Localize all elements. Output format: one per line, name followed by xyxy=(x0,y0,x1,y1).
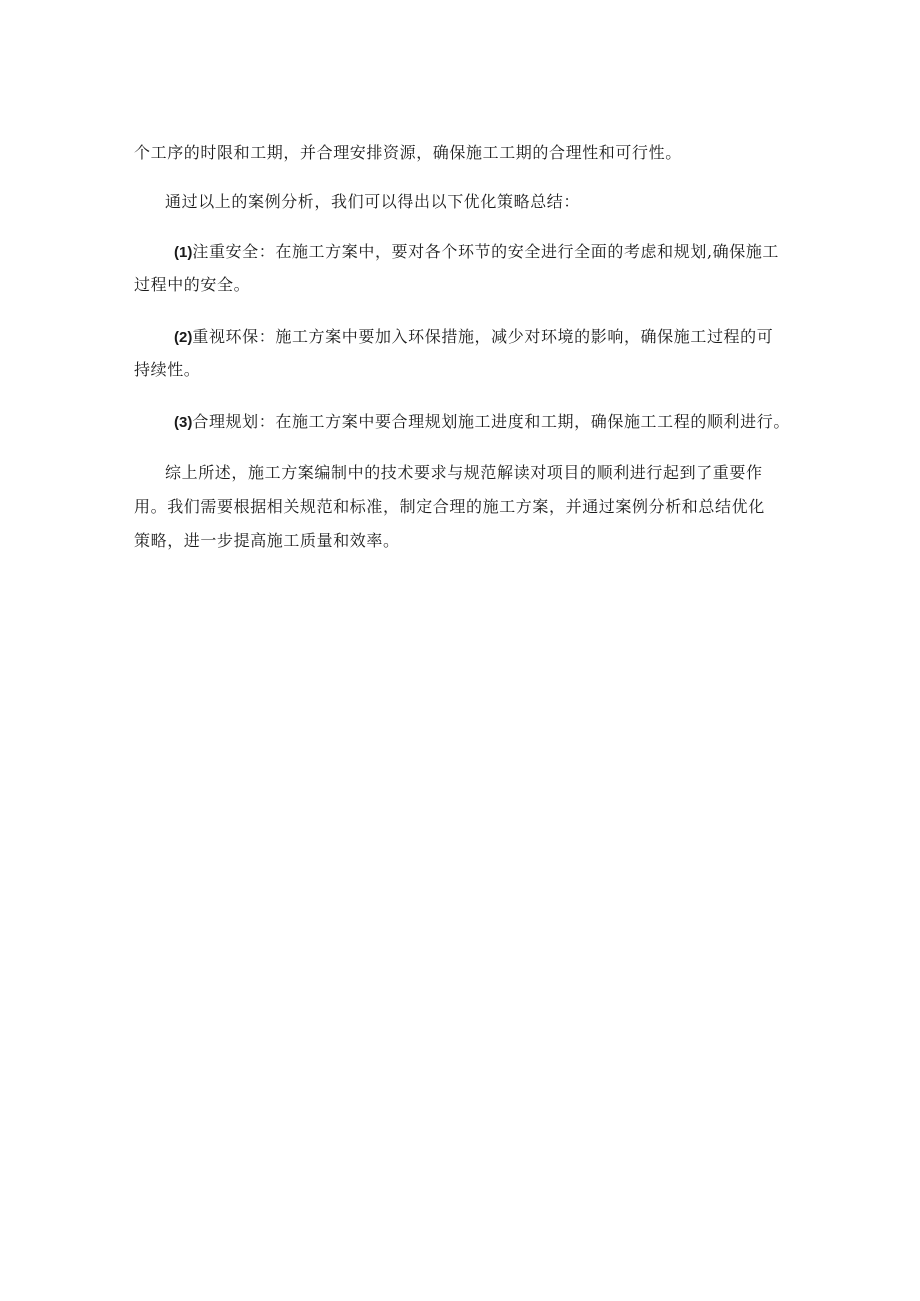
list-item-2-text: 重视环保：施工方案中要加入环保措施，减少对环境的影响，确保施工过程的可 xyxy=(192,327,774,346)
summary-line-2: 用。我们需要根据相关规范和标准，制定合理的施工方案，并通过案例分析和总结优化 xyxy=(134,497,765,516)
paragraph-2-line-1: 通过以上的案例分析，我们可以得出以下优化策略总结： xyxy=(165,192,581,211)
list-item-3-number: (3) xyxy=(174,414,193,431)
list-item-1-line-2: 过程中的安全。 xyxy=(134,275,251,294)
list-item-2-line-2: 持续性。 xyxy=(134,360,201,379)
list-item-1-text: 注重安全：在施工方案中，要对各个环节的安全进行全面的考虑和规划,确保施工 xyxy=(192,242,780,261)
list-item-3-text: 合理规划：在施工方案中要合理规划施工进度和工期，确保施工工程的顺利进行。 xyxy=(192,412,790,431)
list-item-1-number: (1) xyxy=(174,244,193,261)
list-item-2-line-1 xyxy=(174,327,773,348)
list-item-3-line-1 xyxy=(174,412,790,433)
summary-line-3: 策略，进一步提高施工质量和效率。 xyxy=(134,531,400,550)
list-item-1-line-1 xyxy=(174,242,779,263)
list-item-2-number: (2) xyxy=(174,329,193,346)
summary-line-1: 综上所述，施工方案编制中的技术要求与规范解读对项目的顺利进行起到了重要作 xyxy=(165,463,763,482)
paragraph-1-line-1: 个工序的时限和工期，并合理安排资源，确保施工工期的合理性和可行性。 xyxy=(134,143,682,162)
